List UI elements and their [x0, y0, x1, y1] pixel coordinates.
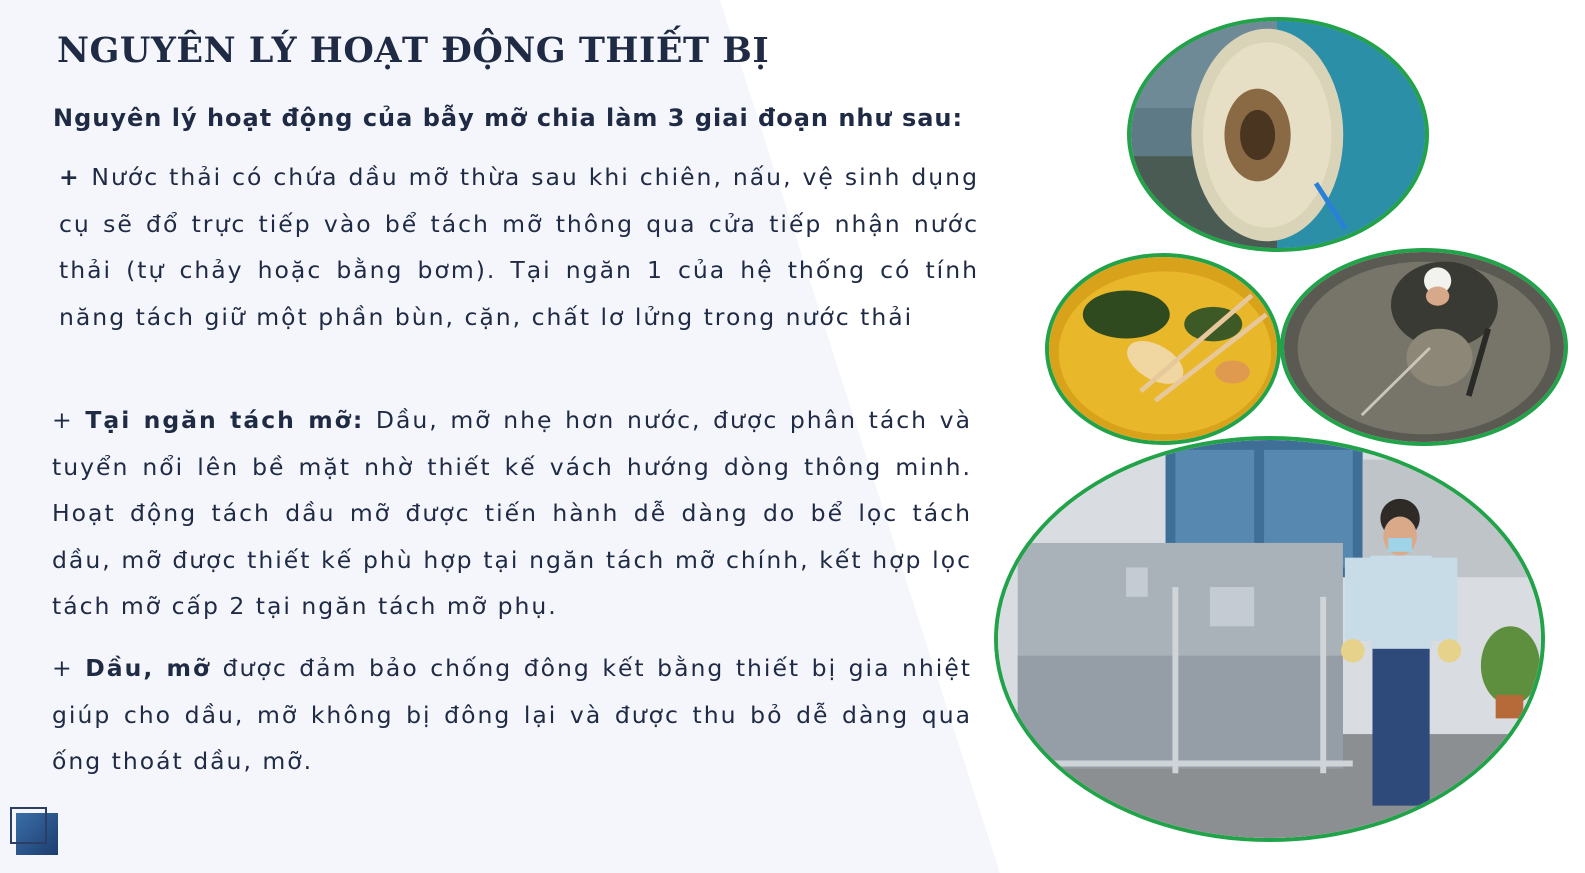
stage-1-text: Nước thải có chứa dầu mỡ thừa sau khi chiên, nấu, vệ sinh dụng cụ sẽ đổ trực tiếp vào bể tách mỡ thông qua cửa tiếp nhận nước thải (tự chảy hoặc bằng bơm). Tại ngăn 1 của hệ thống có tính năng tách giữ một phần bùn, cặn, chất lơ lửng trong nước thải [59, 163, 979, 331]
page-title: NGUYÊN LÝ HOẠT ĐỘNG THIẾT BỊ [57, 30, 770, 71]
intro-text: Nguyên lý hoạt động của bẫy mỡ chia làm 3 giai đoạn như sau: [53, 104, 964, 132]
stage-1-prefix: + [59, 163, 92, 191]
stage-3-paragraph [52, 645, 972, 785]
stage-3-text: được đảm bảo chống đông kết bằng thiết bị gia nhiệt giúp cho dầu, mỡ không bị đông lại và được thu bỏ dễ dàng qua ống thoát dầu, mỡ. [52, 654, 972, 775]
grease-trap-unit-photo [994, 436, 1545, 842]
stage-2-prefix: + [52, 406, 86, 434]
stage-3-bold-label: Dầu, mỡ [85, 654, 212, 682]
corner-decoration-frame [10, 807, 47, 844]
stage-1-paragraph [59, 154, 979, 340]
tank-cleaning-photo [1280, 248, 1568, 446]
stage-2-text: Dầu, mỡ nhẹ hơn nước, được phân tách và tuyển nổi lên bề mặt nhờ thiết kế vách hướng dòng thông minh. Hoạt động tách dầu mỡ được tiến hành dễ dàng do bể lọc tách dầu, mỡ được thiết kế phù hợp tại ngăn tách mỡ chính, kết hợp lọc tách mỡ cấp 2 tại ngăn tách mỡ phụ. [52, 406, 972, 620]
stage-2-bold-label: Tại ngăn tách mỡ: [85, 406, 365, 434]
clogged-pipe-photo [1127, 17, 1429, 252]
stage-2-paragraph [52, 397, 972, 630]
stage-3-prefix: + [52, 654, 86, 682]
frying-oil-photo [1045, 253, 1281, 445]
